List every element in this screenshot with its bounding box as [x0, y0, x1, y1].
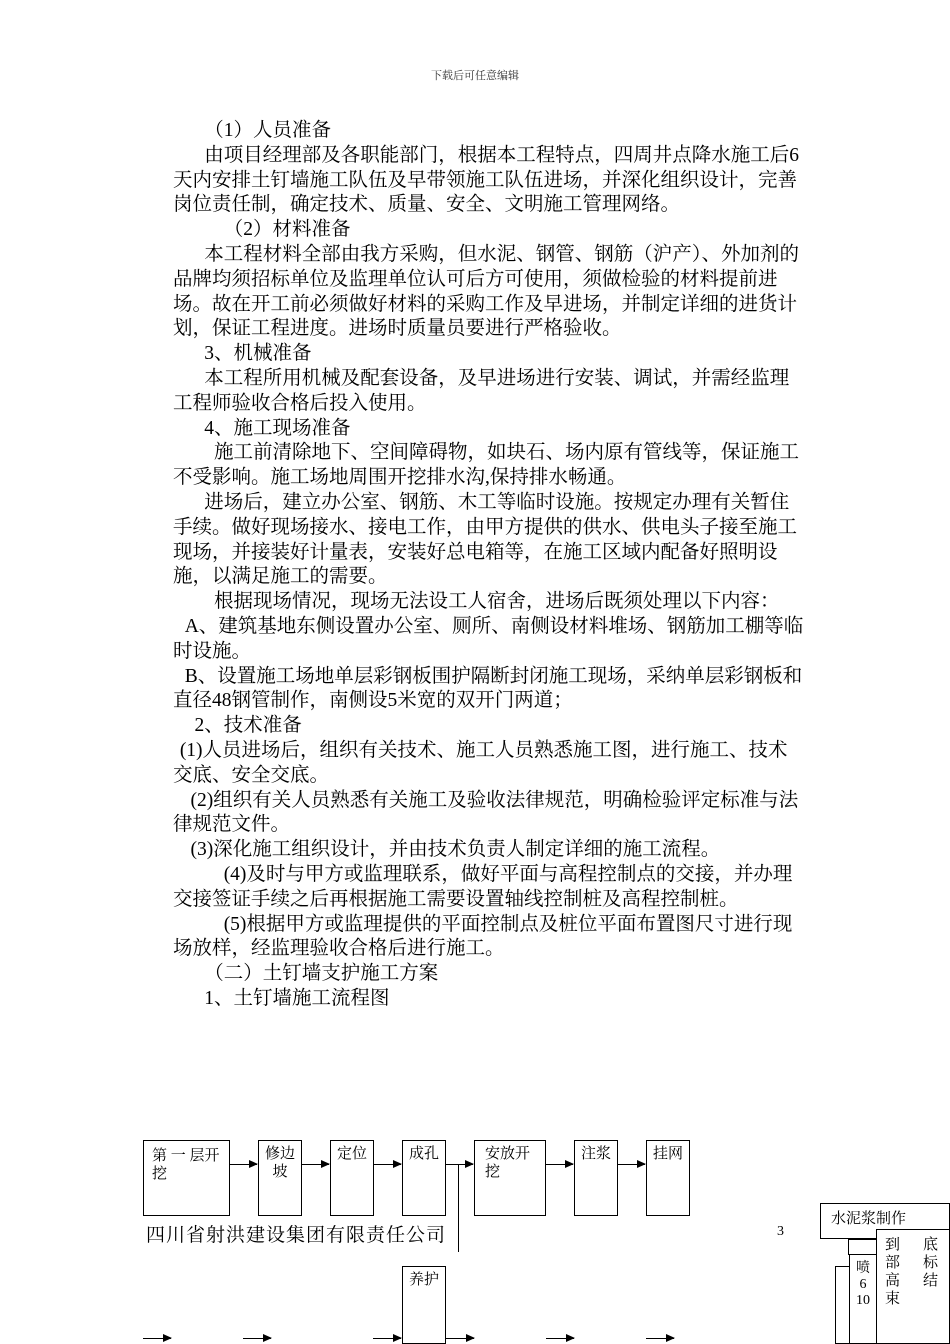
flow-step-place: 安放开挖 — [474, 1140, 546, 1216]
flow-step-mesh: 挂网 — [646, 1140, 690, 1216]
list-item: (3)深化施工组织设计，并由技术负责人制定详细的施工流程。 — [190, 839, 721, 861]
heading-machinery: 3、机械准备 — [204, 343, 312, 365]
flow-arrow — [646, 1338, 674, 1339]
heading-site: 4、施工现场准备 — [204, 417, 351, 439]
paragraph: 由项目经理部及各职能部门，根据本工程特点，四周井点降水施工后6天内安排土钉墙施工队伍及早带领施工队伍进场，并深化组织设计，完善岗位责任制，确定技术、质量、安全、文明施工管理网络。 — [173, 144, 799, 216]
flow-arrow — [546, 1338, 574, 1339]
flow-arrow — [373, 1338, 401, 1339]
flow-arrow — [243, 1338, 271, 1339]
flow-arrow — [302, 1164, 329, 1165]
list-item-b: B、设置施工场地单层彩钢板围护隔断封闭施工现场，采纳单层彩钢板和直径48钢管制作，南侧设5米宽的双开门两道； — [173, 665, 803, 712]
heading-soil-nail: （二）土钉墙支护施工方案 — [204, 963, 439, 985]
flow-step-drill: 成孔 — [402, 1140, 446, 1216]
flow-arrow — [546, 1164, 573, 1165]
list-item-a: A、建筑基地东侧设置办公室、厕所、南侧设材料堆场、钢筋加工棚等临时设施。 — [173, 615, 804, 662]
paragraph: 施工前清除地下、空间障碍物，如块石、场内原有管线等，保证施工不受影响。施工场地周围开挖排水沟,保持排水畅通。 — [173, 442, 799, 489]
flow-step-grout: 注浆 — [574, 1140, 618, 1216]
paragraph: 本工程材料全部由我方采购，但水泥、钢管、钢筋（沪产）、外加剂的品牌均须招标单位及监理单位认可后方可使用，须做检验的材料提前进场。故在开工前必须做好材料的采购工作及早进场，并制定详细的进货计划，保证工程进度。进场时质量员要进行严格验收。 — [173, 243, 799, 340]
flow-step-locate: 定位 — [330, 1140, 374, 1216]
flow-side-text: 到部高束 — [885, 1237, 901, 1307]
download-watermark: 下载后可任意编辑 — [431, 70, 519, 82]
flow-step-excavate: 第 一 层开挖 — [143, 1140, 230, 1216]
list-item: (4)及时与甲方或监理联系，做好平面与高程控制点的交接，并办理交接签证手续之后再根据施工需要设置轴线控制桩及高程控制桩。 — [173, 863, 793, 910]
heading-technical: 2、技术准备 — [194, 715, 302, 737]
flow-arrow — [446, 1338, 474, 1339]
page-number: 3 — [777, 1224, 784, 1239]
flow-arrow — [446, 1164, 473, 1165]
flow-connector — [458, 1164, 459, 1252]
flow-side-text: 底标结 — [923, 1237, 939, 1289]
flow-arrow — [618, 1164, 645, 1165]
document-body — [173, 119, 807, 1012]
footer-company-name: 四川省射洪建设集团有限责任公司 — [146, 1225, 447, 1246]
heading-flowchart: 1、土钉墙施工流程图 — [204, 987, 390, 1009]
list-item: (5)根据甲方或监理提供的平面控制点及桩位平面布置图尺寸进行现场放样，经监理验收合格后进行施工。 — [173, 913, 793, 960]
flow-arrow — [143, 1338, 171, 1339]
paragraph: 本工程所用机械及配套设备，及早进场进行安装、调试，并需经监理工程师验收合格后投入使用。 — [173, 367, 790, 414]
heading-personnel: （1）人员准备 — [204, 120, 331, 141]
flow-step-cure: 养护 — [402, 1266, 446, 1344]
flow-spray-value: 10 — [856, 1293, 870, 1308]
flow-spray — [849, 1254, 877, 1344]
list-item: (1)人员进场后，组织有关技术、施工人员熟悉施工图，进行施工、技术交底、安全交底。 — [173, 739, 788, 786]
flow-cement-prep: 水泥浆制作 — [820, 1203, 950, 1239]
heading-materials: （2）材料准备 — [223, 219, 351, 241]
flow-arrow — [230, 1164, 257, 1165]
flow-spray-label: 喷 — [856, 1261, 870, 1276]
flow-connector-box — [848, 1239, 878, 1255]
paragraph: 进场后，建立办公室、钢筋、木工等临时设施。按规定办理有关暂住手续。做好现场接水、接电工作，由甲方提供的供水、供电头子接至施工现场，并接装好计量表，安装好总电箱等，在施工区域内配备好照明设施，以满足施工的需要。 — [173, 491, 798, 588]
paragraph: 根据现场情况，现场无法设工人宿舍，进场后既须处理以下内容： — [213, 591, 780, 613]
flow-spray-value: 6 — [859, 1277, 867, 1292]
list-item: (2)组织有关人员熟悉有关施工及验收法律规范，明确检验评定标准与法律规范文件。 — [173, 789, 799, 836]
flow-side-box — [876, 1229, 950, 1344]
flow-step-slope: 修边坡 — [258, 1140, 302, 1216]
flow-arrow — [374, 1164, 401, 1165]
